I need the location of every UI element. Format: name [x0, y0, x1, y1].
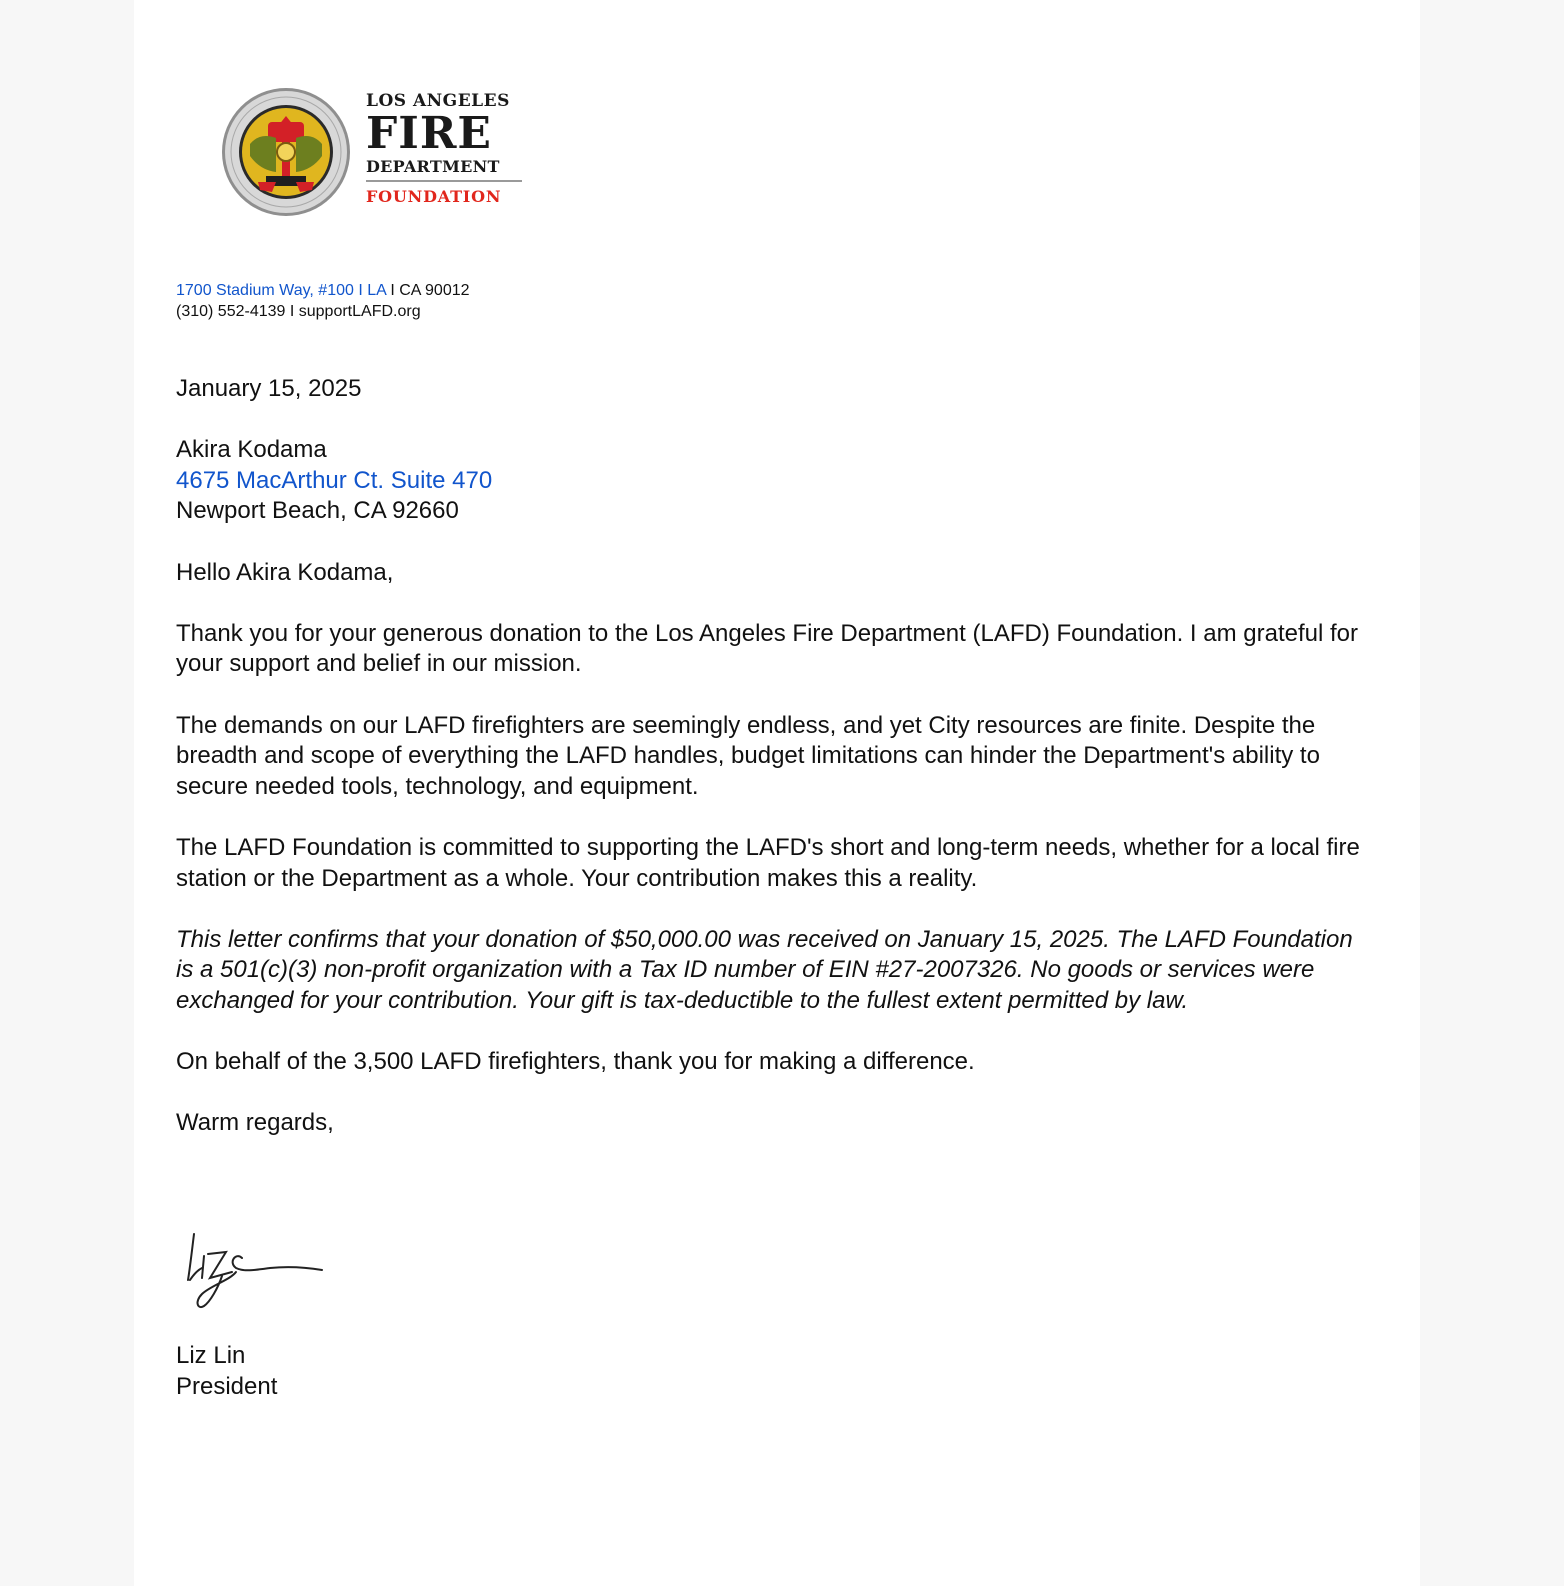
sender-phone-web-line: (310) 552-4139 I supportLAFD.org: [176, 303, 421, 320]
logo-line-fire: FIRE: [366, 108, 492, 159]
paragraph-tax-confirmation: This letter confirms that your donation of $50,000.00 was received on January 15, 2025. The LAFD Foundation is a 501(c)(3) non-profit organization with a Tax ID number of EIN #27-2007326. No goods or services were exchanged for your contribution. Your gift is tax-deductible to the fullest extent permitted by law.: [176, 925, 1353, 1014]
paragraph-commitment: The LAFD Foundation is committed to supporting the LAFD's short and long-term needs, whether for a local fire station or the Department as a whole. Your contribution makes this a reality.: [176, 833, 1360, 892]
greeting: Hello Akira Kodama,: [176, 558, 394, 586]
sender-address-rest: I CA 90012: [385, 282, 470, 299]
handwritten-signature: [180, 1222, 330, 1312]
recipient-city: Newport Beach, CA 92660: [176, 497, 459, 525]
signer-name: Liz Lin: [176, 1342, 246, 1369]
recipient-street-link[interactable]: 4675 MacArthur Ct. Suite 470: [176, 466, 493, 494]
paragraph-thanks: Thank you for your generous donation to the Los Angeles Fire Department (LAFD) Foundation. I am grateful for your support and belief in our mission.: [176, 619, 1358, 678]
recipient-address: [176, 435, 1376, 527]
logo-divider: [366, 180, 522, 182]
signer-block: [176, 1341, 277, 1402]
sender-contact: [176, 280, 470, 322]
lafd-foundation-logo: [220, 82, 530, 222]
logo-line-foundation: FOUNDATION: [366, 187, 502, 206]
paragraph-demands: The demands on our LAFD firefighters are seemingly endless, and yet City resources are finite. Despite the breadth and scope of everything the LAFD handles, budget limitations can hinder the Department's ability to secure needed tools, technology, and equipment.: [176, 711, 1320, 800]
logo-line-department: DEPARTMENT: [366, 157, 500, 176]
recipient-name: Akira Kodama: [176, 436, 327, 464]
logo-wordmark: [366, 82, 530, 208]
sender-address-line: [176, 280, 470, 301]
sender-address-link[interactable]: 1700 Stadium Way, #100 I LA: [176, 282, 386, 299]
logo-line-los-angeles: LOS ANGELES: [366, 91, 510, 111]
letter-body: [176, 374, 1376, 1169]
closing: Warm regards,: [176, 1109, 334, 1137]
signer-title: President: [176, 1372, 278, 1400]
lafd-seal-icon: [220, 86, 352, 218]
letter-date: January 15, 2025: [176, 375, 362, 402]
paragraph-behalf: On behalf of the 3,500 LAFD firefighters, thank you for making a difference.: [176, 1048, 975, 1076]
